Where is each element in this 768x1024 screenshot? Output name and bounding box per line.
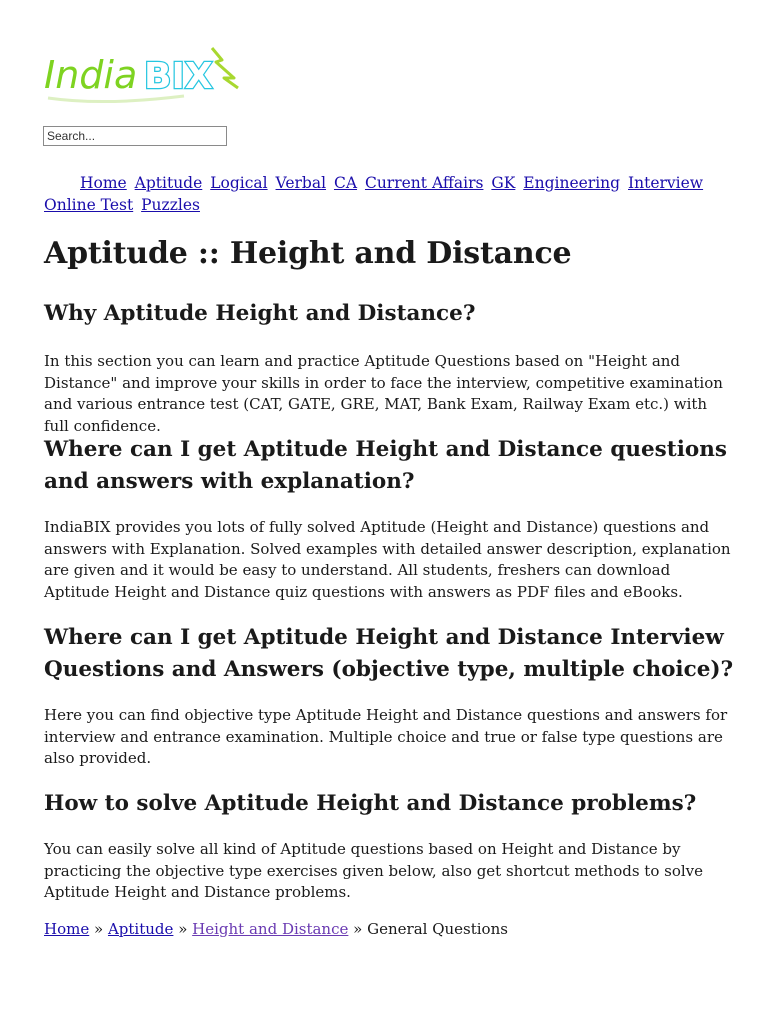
main-nav xyxy=(44,172,734,216)
nav-interview[interactable]: Interview xyxy=(628,174,704,192)
breadcrumb-home[interactable]: Home xyxy=(44,920,90,938)
nav-online-test[interactable]: Online Test xyxy=(44,196,134,214)
breadcrumb-separator: » xyxy=(353,920,363,938)
breadcrumb xyxy=(44,918,508,940)
breadcrumb-current: General Questions xyxy=(367,920,508,938)
lightning-icon xyxy=(212,48,238,88)
section-body-interview: Here you can find objective type Aptitude Height and Distance questions and answers for interview and entrance examination. Multiple choice and true or false type questions are also provided. xyxy=(44,706,728,767)
section-heading-why: Why Aptitude Height and Distance? xyxy=(44,301,476,326)
section-body-why: In this section you can learn and practice Aptitude Questions based on "Height and Distance" and improve your skills in order to face the interview, competitive examination and various entrance test (CAT, GATE, GRE, MAT, Bank Exam, Railway Exam etc.) with full confidence. xyxy=(44,352,723,435)
breadcrumb-separator: » xyxy=(178,920,188,938)
nav-current-affairs[interactable]: Current Affairs xyxy=(364,174,484,192)
page-title: Aptitude :: Height and Distance xyxy=(44,236,572,271)
section-heading-how-to-solve: How to solve Aptitude Height and Distance problems? xyxy=(44,791,697,816)
nav-verbal[interactable]: Verbal xyxy=(275,174,327,192)
logo-text-bix: BIX xyxy=(144,56,213,97)
section-body-how-to-solve: You can easily solve all kind of Aptitude questions based on Height and Distance by practicing the objective type exercises given below, also get shortcut methods to solve Aptitude Height and Distance problems. xyxy=(44,840,704,901)
section-heading-where-questions: Where can I get Aptitude Height and Distance questions and answers with explanation? xyxy=(44,437,727,494)
nav-ca[interactable]: CA xyxy=(333,174,358,192)
indiabix-logo[interactable] xyxy=(44,44,244,108)
nav-aptitude[interactable]: Aptitude xyxy=(134,174,203,192)
logo-text-india: India xyxy=(44,53,138,97)
breadcrumb-separator: » xyxy=(94,920,104,938)
nav-home[interactable]: Home xyxy=(80,174,127,192)
breadcrumb-aptitude[interactable]: Aptitude xyxy=(107,920,174,938)
search-input[interactable] xyxy=(43,126,227,146)
section-body-where-questions: IndiaBIX provides you lots of fully solved Aptitude (Height and Distance) questions and answers with Explanation. Solved examples with detailed answer description, explanation are given and it would be easy to understand. All students, freshers can download Aptitude Height and Distance quiz questions with answers as PDF files and eBooks. xyxy=(44,518,731,601)
nav-engineering[interactable]: Engineering xyxy=(523,174,621,192)
nav-gk[interactable]: GK xyxy=(491,174,516,192)
nav-logical[interactable]: Logical xyxy=(210,174,268,192)
nav-puzzles[interactable]: Puzzles xyxy=(141,196,200,214)
breadcrumb-height-and-distance[interactable]: Height and Distance xyxy=(192,920,349,938)
section-heading-interview: Where can I get Aptitude Height and Distance Interview Questions and Answers (objective type, multiple choice)? xyxy=(44,625,734,682)
